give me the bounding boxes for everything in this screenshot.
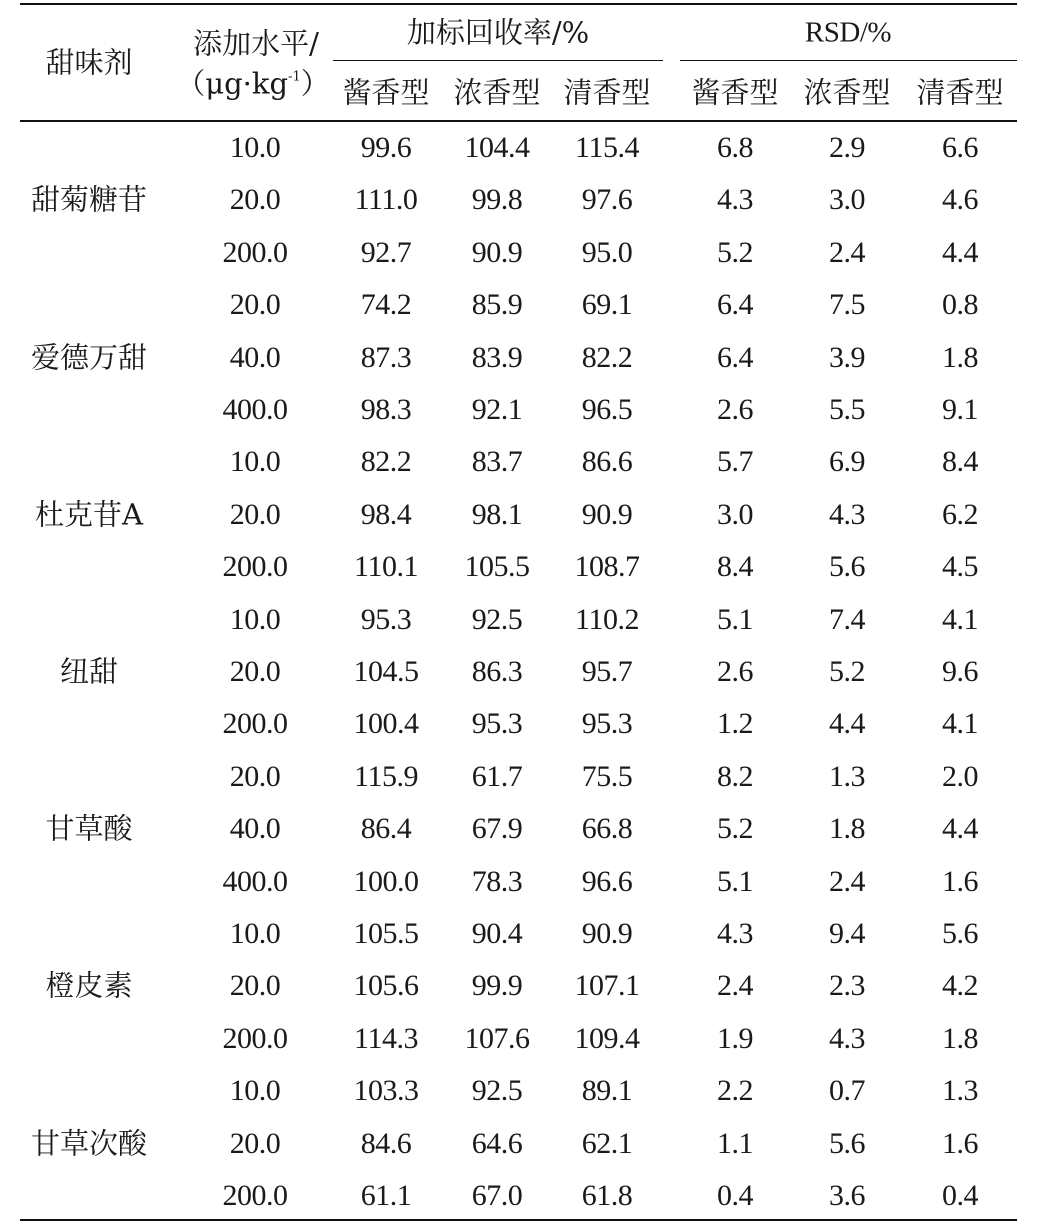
table-cell: 95.0 bbox=[581, 235, 633, 269]
header-subcol: 清香型 bbox=[916, 75, 1004, 110]
table-cell: 96.5 bbox=[581, 393, 633, 426]
table-cell: 200.0 bbox=[222, 707, 288, 741]
table-cell: 10.0 bbox=[229, 1074, 281, 1108]
table-cell: 5.7 bbox=[717, 445, 753, 479]
table-cell: 90.4 bbox=[471, 917, 523, 950]
table-cell: 107.1 bbox=[574, 969, 640, 1003]
table-cell: 400.0 bbox=[222, 864, 288, 898]
table-cell: 2.4 bbox=[829, 864, 865, 898]
table-cell: 95.3 bbox=[471, 707, 523, 741]
table-cell: 5.6 bbox=[829, 1126, 865, 1160]
sweetener-name: 爱德万甜 bbox=[30, 340, 148, 375]
table-cell: 1.1 bbox=[717, 1126, 753, 1160]
header-rsd-group: RSD/% bbox=[804, 16, 892, 49]
table-cell: 6.4 bbox=[717, 288, 753, 322]
table-cell: 95.7 bbox=[581, 655, 633, 688]
table-cell: 105.5 bbox=[464, 550, 530, 584]
table-cell: 10.0 bbox=[229, 445, 281, 479]
table-cell: 0.4 bbox=[717, 1179, 753, 1212]
table-cell: 99.6 bbox=[360, 131, 412, 164]
table-cell: 200.0 bbox=[222, 1179, 288, 1212]
table-cell: 84.6 bbox=[360, 1126, 412, 1160]
table-cell: 9.1 bbox=[942, 393, 978, 426]
table-cell: 2.2 bbox=[717, 1074, 753, 1108]
table-cell: 7.4 bbox=[829, 602, 865, 636]
table-cell: 200.0 bbox=[222, 1021, 288, 1055]
table-cell: 5.6 bbox=[829, 550, 865, 584]
table-cell: 20.0 bbox=[229, 288, 281, 322]
table-top-rule bbox=[20, 3, 1017, 5]
table-cell: 5.2 bbox=[717, 235, 753, 269]
header-recovery-group: 加标回收率/% bbox=[406, 15, 590, 50]
table-cell: 4.3 bbox=[829, 1021, 865, 1055]
table-cell: 6.9 bbox=[829, 445, 865, 479]
table-cell: 98.4 bbox=[360, 497, 412, 531]
header-subcol: 酱香型 bbox=[342, 75, 430, 110]
table-cell: 2.9 bbox=[829, 131, 865, 164]
table-cell: 82.2 bbox=[581, 340, 633, 374]
table-cell: 5.1 bbox=[717, 602, 753, 636]
table-cell: 10.0 bbox=[229, 917, 281, 950]
table-cell: 1.3 bbox=[829, 759, 865, 793]
table-cell: 103.3 bbox=[353, 1074, 419, 1108]
table-cell: 1.2 bbox=[717, 707, 753, 741]
recovery-group-rule bbox=[333, 60, 663, 61]
table-cell: 108.7 bbox=[574, 550, 640, 584]
table-cell: 66.8 bbox=[581, 812, 633, 846]
sweetener-name: 橙皮素 bbox=[45, 968, 133, 1003]
header-level-line1: 添加水平/ bbox=[193, 26, 319, 61]
sweetener-name: 杜克苷A bbox=[35, 497, 143, 532]
table-cell: 86.4 bbox=[360, 812, 412, 846]
table-cell: 20.0 bbox=[229, 183, 281, 217]
sweetener-name: 甘草次酸 bbox=[30, 1126, 148, 1161]
table-cell: 87.3 bbox=[360, 340, 412, 374]
table-cell: 104.4 bbox=[464, 131, 530, 164]
table-cell: 75.5 bbox=[581, 759, 633, 793]
table-cell: 115.4 bbox=[575, 131, 639, 164]
table-cell: 40.0 bbox=[229, 340, 281, 374]
table-cell: 5.1 bbox=[717, 864, 753, 898]
table-cell: 82.2 bbox=[360, 445, 412, 479]
header-subcol: 浓香型 bbox=[453, 75, 541, 110]
table-cell: 20.0 bbox=[229, 655, 281, 688]
table-cell: 69.1 bbox=[581, 288, 633, 322]
table-cell: 200.0 bbox=[222, 235, 288, 269]
table-cell: 5.2 bbox=[717, 812, 753, 846]
table-cell: 5.6 bbox=[942, 917, 978, 950]
table-cell: 200.0 bbox=[222, 550, 288, 584]
table-cell: 115.9 bbox=[354, 759, 418, 793]
table-cell: 104.5 bbox=[353, 655, 419, 688]
table-cell: 105.5 bbox=[353, 917, 419, 950]
table-cell: 62.1 bbox=[581, 1126, 633, 1160]
sweetener-name: 甘草酸 bbox=[45, 811, 133, 846]
table-cell: 9.4 bbox=[829, 917, 865, 950]
table-cell: 8.2 bbox=[717, 759, 753, 793]
sweetener-name: 纽甜 bbox=[59, 654, 119, 689]
table-cell: 110.1 bbox=[354, 550, 418, 584]
table-cell: 105.6 bbox=[353, 969, 419, 1003]
table-cell: 2.4 bbox=[829, 235, 865, 269]
table-cell: 92.5 bbox=[471, 1074, 523, 1108]
table-cell: 8.4 bbox=[717, 550, 753, 584]
table-cell: 2.6 bbox=[717, 655, 753, 688]
table-cell: 100.4 bbox=[353, 707, 419, 741]
table-cell: 100.0 bbox=[353, 864, 419, 898]
table-cell: 4.3 bbox=[717, 183, 753, 217]
table-cell: 96.6 bbox=[581, 864, 633, 898]
table-cell: 4.2 bbox=[942, 969, 978, 1003]
table-cell: 1.6 bbox=[942, 1126, 978, 1160]
table-cell: 90.9 bbox=[581, 917, 633, 950]
table-cell: 1.9 bbox=[717, 1021, 753, 1055]
table-cell: 110.2 bbox=[575, 602, 639, 636]
table-cell: 5.5 bbox=[829, 393, 865, 426]
table-cell: 1.6 bbox=[942, 864, 978, 898]
header-subcol: 浓香型 bbox=[803, 75, 891, 110]
header-level-line2: $(\mu g\cdot kg^{-1})$ bbox=[176, 66, 330, 101]
table-cell: 2.4 bbox=[717, 969, 753, 1003]
table-cell: 3.9 bbox=[829, 340, 865, 374]
table-bottom-rule bbox=[20, 1219, 1017, 1221]
table-cell: 3.0 bbox=[829, 183, 865, 217]
table-cell: 2.3 bbox=[829, 969, 865, 1003]
rsd-group-rule bbox=[680, 60, 1017, 61]
table-cell: 85.9 bbox=[471, 288, 523, 322]
table-cell: 2.0 bbox=[942, 759, 978, 793]
table-cell: 67.0 bbox=[471, 1179, 523, 1212]
header-bottom-rule bbox=[20, 120, 1017, 122]
table-cell: 86.3 bbox=[471, 655, 523, 688]
table-cell: 40.0 bbox=[229, 812, 281, 846]
table-cell: 10.0 bbox=[229, 131, 281, 164]
table-cell: 1.3 bbox=[942, 1074, 978, 1108]
table-cell: 61.8 bbox=[581, 1179, 633, 1212]
table-cell: 0.4 bbox=[942, 1179, 978, 1212]
table-cell: 8.4 bbox=[942, 445, 978, 479]
table-cell: 9.6 bbox=[942, 655, 978, 688]
table-cell: 6.4 bbox=[717, 340, 753, 374]
table-cell: 4.1 bbox=[942, 602, 978, 636]
table-cell: 20.0 bbox=[229, 1126, 281, 1160]
table-cell: 78.3 bbox=[471, 864, 523, 898]
table-cell: 5.2 bbox=[829, 655, 865, 688]
header-sweetener: 甜味剂 bbox=[45, 45, 133, 80]
table-cell: 92.5 bbox=[471, 602, 523, 636]
table-cell: 90.9 bbox=[581, 497, 633, 531]
table-cell: 4.3 bbox=[829, 497, 865, 531]
table-cell: 3.0 bbox=[717, 497, 753, 531]
table-cell: 61.1 bbox=[360, 1179, 412, 1212]
table-cell: 89.1 bbox=[581, 1074, 633, 1108]
table-cell: 4.1 bbox=[942, 707, 978, 741]
table-cell: 83.9 bbox=[471, 340, 523, 374]
table-cell: 6.8 bbox=[717, 131, 753, 164]
table-cell: 4.4 bbox=[942, 812, 978, 846]
table-cell: 98.3 bbox=[360, 393, 412, 426]
table-cell: 1.8 bbox=[829, 812, 865, 846]
table-cell: 20.0 bbox=[229, 969, 281, 1003]
table-cell: 4.3 bbox=[717, 917, 753, 950]
table-cell: 95.3 bbox=[360, 602, 412, 636]
table-cell: 4.4 bbox=[829, 707, 865, 741]
table-cell: 400.0 bbox=[222, 393, 288, 426]
table-cell: 83.7 bbox=[471, 445, 523, 479]
table-cell: 6.6 bbox=[942, 131, 978, 164]
table-cell: 67.9 bbox=[471, 812, 523, 846]
table-cell: 109.4 bbox=[574, 1021, 640, 1055]
table-cell: 86.6 bbox=[581, 445, 633, 479]
table-cell: 92.1 bbox=[471, 393, 523, 426]
table-cell: 92.7 bbox=[360, 235, 412, 269]
table-cell: 0.7 bbox=[829, 1074, 865, 1108]
table-cell: 3.6 bbox=[829, 1179, 865, 1212]
table-cell: 4.4 bbox=[942, 235, 978, 269]
table-cell: 90.9 bbox=[471, 235, 523, 269]
table-cell: 74.2 bbox=[360, 288, 412, 322]
header-subcol: 清香型 bbox=[563, 75, 651, 110]
table-cell: 20.0 bbox=[229, 759, 281, 793]
table-cell: 64.6 bbox=[471, 1126, 523, 1160]
table-cell: 99.9 bbox=[471, 969, 523, 1003]
table-cell: 61.7 bbox=[471, 759, 523, 793]
table-cell: 1.8 bbox=[942, 1021, 978, 1055]
table-cell: 10.0 bbox=[229, 602, 281, 636]
table-cell: 4.5 bbox=[942, 550, 978, 584]
sweetener-name: 甜菊糖苷 bbox=[30, 182, 148, 217]
table-cell: 1.8 bbox=[942, 340, 978, 374]
table-cell: 111.0 bbox=[354, 183, 418, 217]
table-cell: 98.1 bbox=[471, 497, 523, 531]
table-cell: 107.6 bbox=[464, 1021, 530, 1055]
table-cell: 0.8 bbox=[942, 288, 978, 322]
table-cell: 2.6 bbox=[717, 393, 753, 426]
table-cell: 20.0 bbox=[229, 497, 281, 531]
table-cell: 95.3 bbox=[581, 707, 633, 741]
table-cell: 6.2 bbox=[942, 497, 978, 531]
table-cell: 7.5 bbox=[829, 288, 865, 322]
table-cell: 97.6 bbox=[581, 183, 633, 217]
table-cell: 99.8 bbox=[471, 183, 523, 217]
table-cell: 114.3 bbox=[354, 1021, 418, 1055]
header-subcol: 酱香型 bbox=[691, 75, 779, 110]
table-cell: 4.6 bbox=[942, 183, 978, 217]
